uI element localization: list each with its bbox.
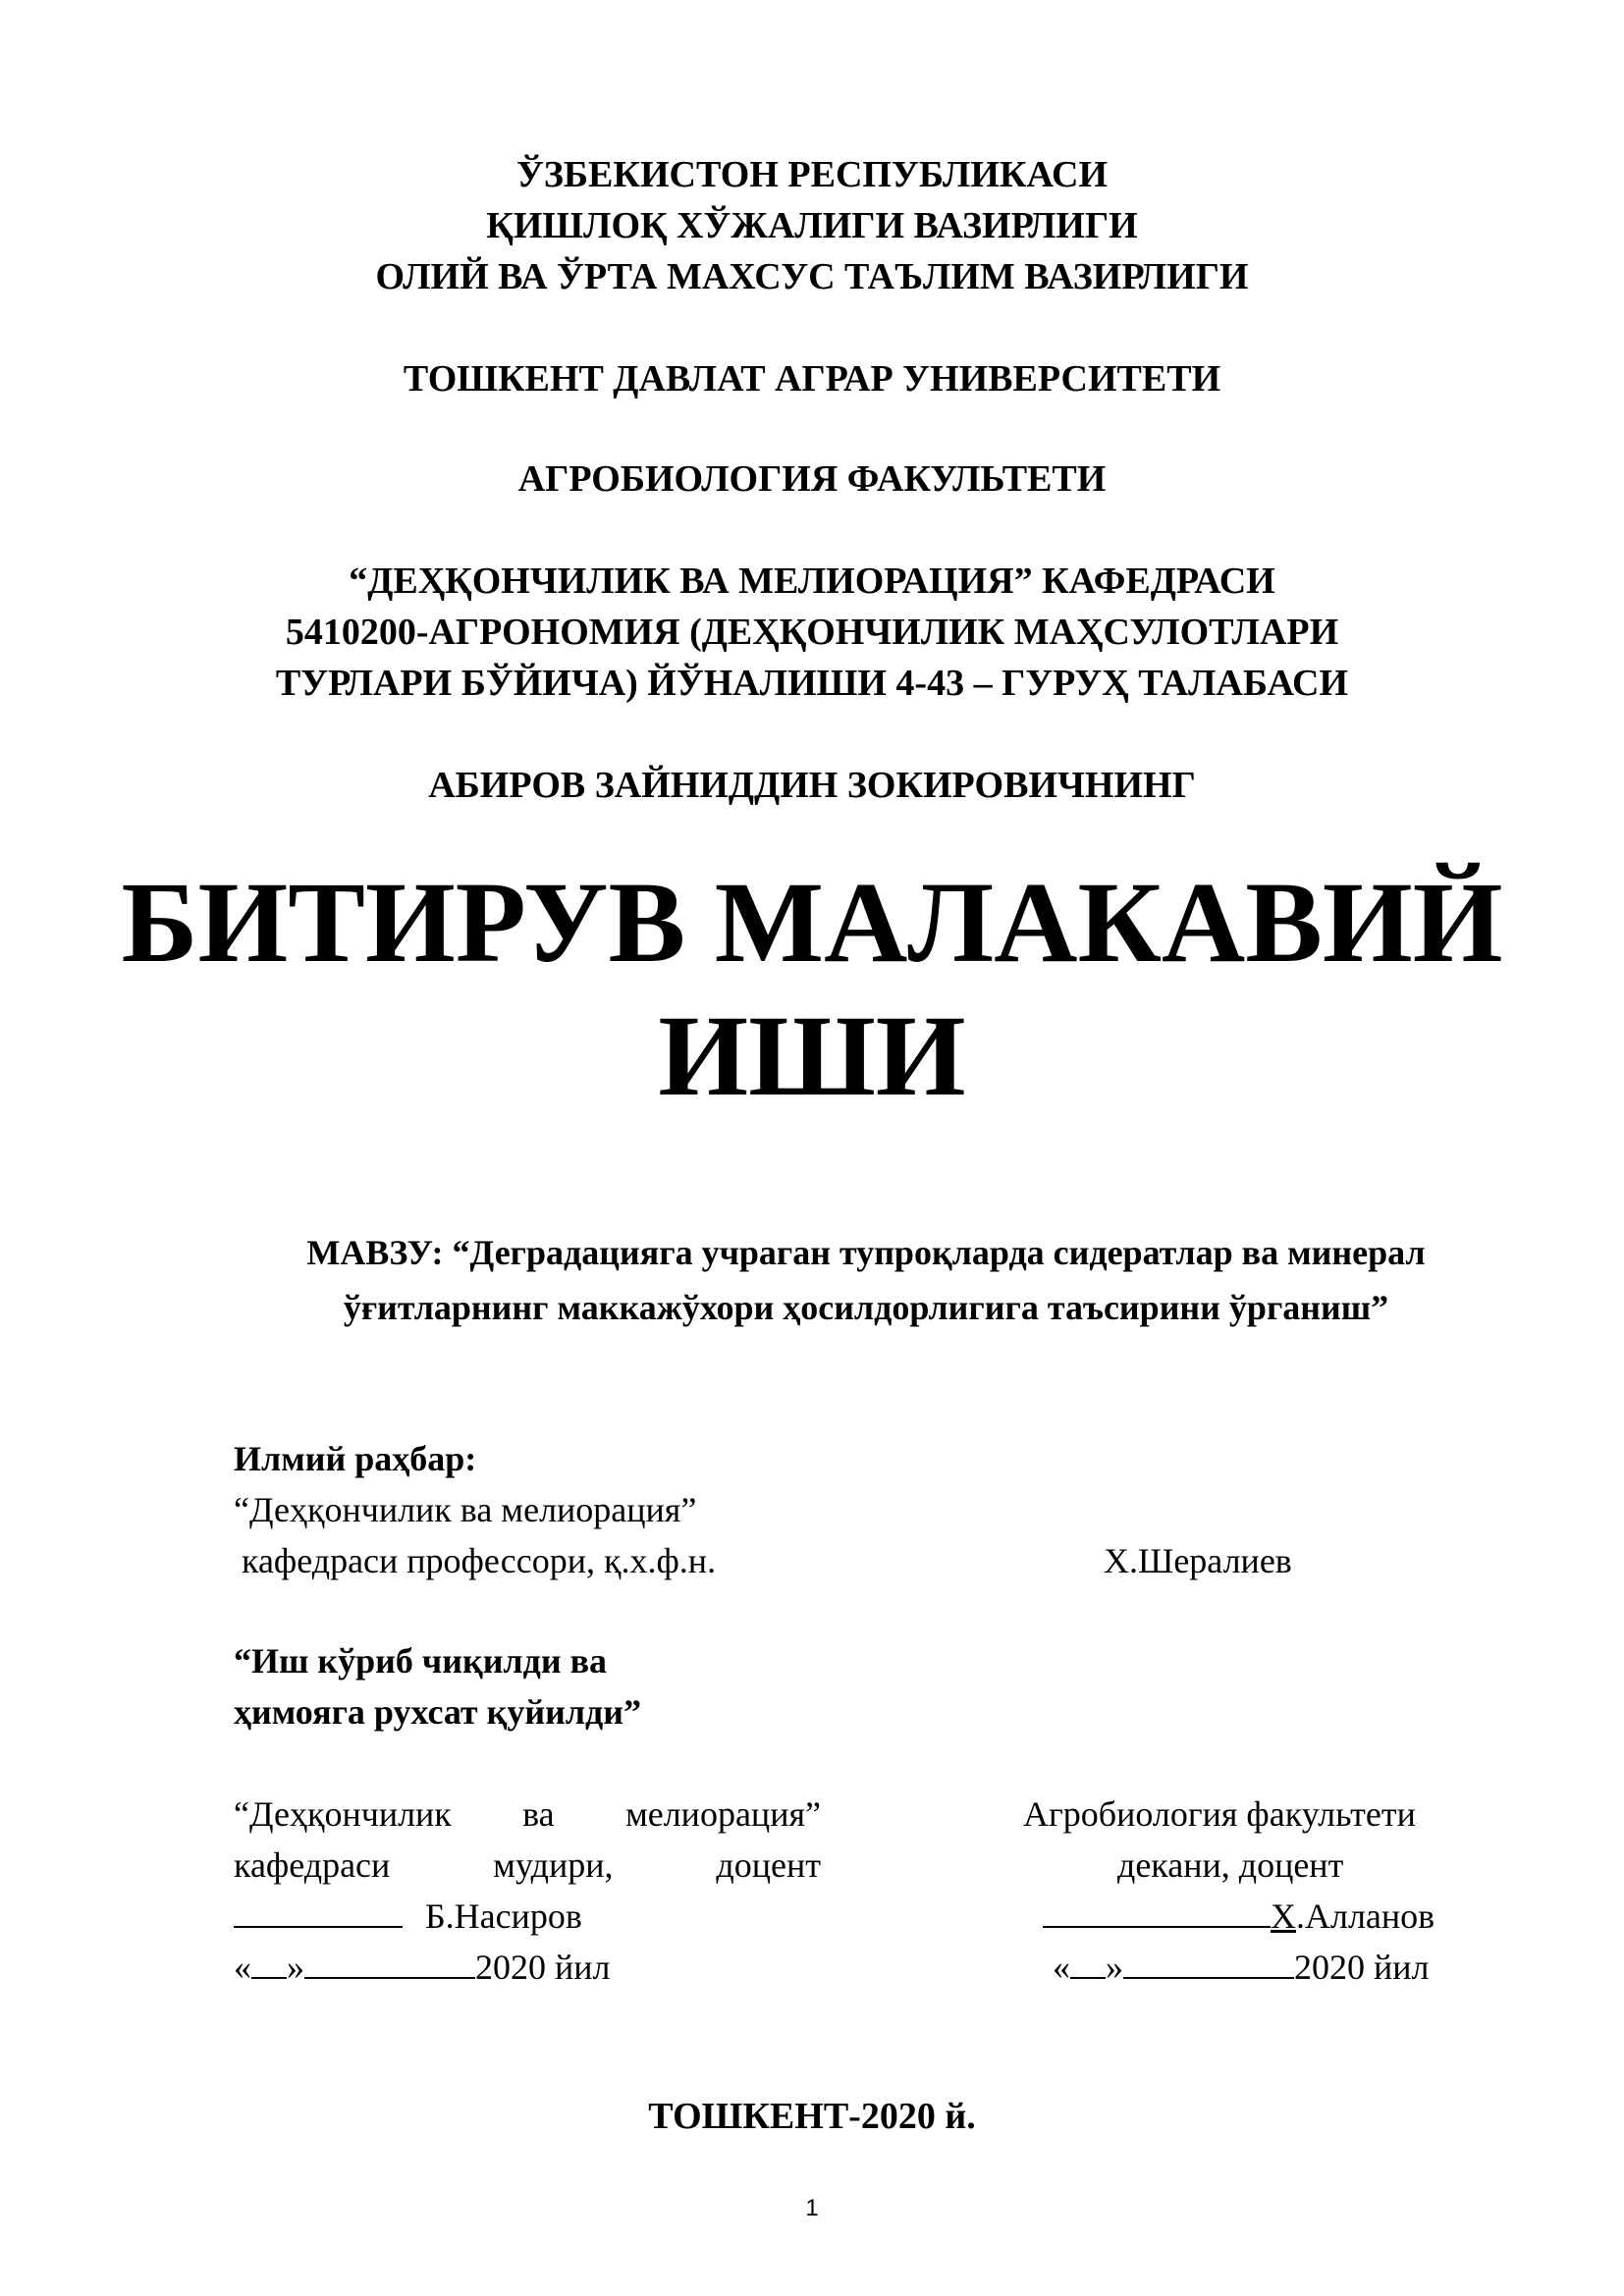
department-line-2: 5410200-АГРОНОМИЯ (ДЕҲҚОНЧИЛИК МАҲСУЛОТЛАРИ <box>285 612 1339 653</box>
republic-line: ЎЗБЕКИСТОН РЕСПУБЛИКАСИ <box>515 154 1109 195</box>
document-title-line-1: БИТИРУВ МАЛАКАВИЙ <box>121 858 1503 987</box>
signature-blank <box>1043 1896 1271 1928</box>
head-of-department-line-1 <box>234 1789 821 1840</box>
dean-date <box>1053 1942 1430 1993</box>
approval-line-2: ҳимояга рухсат қуйилди” <box>234 1692 641 1732</box>
head-of-department-date <box>234 1942 611 1993</box>
supervisor-heading: Илмий раҳбар: <box>234 1439 477 1478</box>
word: доцент <box>716 1845 821 1885</box>
faculty-name: АГРОБИОЛОГИЯ ФАКУЛЬТЕТИ <box>517 458 1107 500</box>
date-open-quote: « <box>234 1948 251 1987</box>
supervisor-name: Х.Шералиев <box>1104 1541 1292 1580</box>
dean-position-line-2: декани, доцент <box>1117 1845 1344 1885</box>
date-year: 2020 йил <box>1294 1948 1430 1987</box>
university-name: ТОШКЕНТ ДАВЛАТ АГРАР УНИВЕРСИТЕТИ <box>403 358 1221 400</box>
supervisor-position: кафедраси профессори, қ.х.ф.н. <box>242 1541 717 1580</box>
approval-line-1: “Иш кўриб чиқилди ва <box>234 1641 608 1681</box>
word: “Деҳқончилик <box>234 1794 452 1834</box>
document-title-line-2: ИШИ <box>658 991 966 1120</box>
dean-signature <box>1043 1891 1435 1942</box>
department-line-1: “ДЕҲҚОНЧИЛИК ВА МЕЛИОРАЦИЯ” КАФЕДРАСИ <box>349 561 1275 602</box>
page-number: 1 <box>805 2195 819 2221</box>
ministry-education-line: ОЛИЙ ВА ЎРТА МАХСУС ТАЪЛИМ ВАЗИРЛИГИ <box>375 256 1249 297</box>
head-of-department-line-2 <box>234 1840 821 1891</box>
head-of-department-signature <box>234 1891 582 1942</box>
word: ва <box>522 1794 555 1834</box>
date-close-quote: » <box>1106 1948 1123 1987</box>
head-of-department-name: Б.Насиров <box>425 1896 582 1936</box>
word: кафедраси <box>234 1845 391 1885</box>
day-blank <box>1070 1948 1106 1979</box>
dean-name-initial: Х <box>1271 1896 1296 1936</box>
date-close-quote: » <box>287 1948 304 1987</box>
day-blank <box>251 1948 287 1979</box>
date-open-quote: « <box>1053 1948 1070 1987</box>
month-blank <box>1123 1948 1294 1979</box>
word: мелиорация” <box>624 1794 821 1834</box>
topic-line-1: МАВЗУ: “Деградацияга учраган тупроқларда сидератлар ва минерал <box>306 1233 1426 1272</box>
ministry-agriculture-line: ҚИШЛОҚ ХЎЖАЛИГИ ВАЗИРЛИГИ <box>486 205 1138 246</box>
topic-line-2: ўғитларнинг маккажўхори ҳосилдорлигига таъсирини ўрганиш” <box>343 1288 1389 1327</box>
word: мудири, <box>493 1845 614 1885</box>
dean-position-line-1: Агробиология факультети <box>1023 1794 1416 1834</box>
city-year: ТОШКЕНТ-2020 й. <box>648 2096 976 2137</box>
date-year: 2020 йил <box>475 1948 611 1987</box>
month-blank <box>304 1948 475 1979</box>
student-name: АБИРОВ ЗАЙНИДДИН ЗОКИРОВИЧНИНГ <box>428 765 1196 806</box>
department-line-3: ТУРЛАРИ БЎЙИЧА) ЙЎНАЛИШИ 4-43 – ГУРУҲ ТАЛАБАСИ <box>275 663 1349 704</box>
supervisor-department: “Деҳқончилик ва мелиорация” <box>234 1490 697 1529</box>
dean-name: .Алланов <box>1296 1896 1435 1936</box>
signature-blank <box>234 1896 403 1928</box>
